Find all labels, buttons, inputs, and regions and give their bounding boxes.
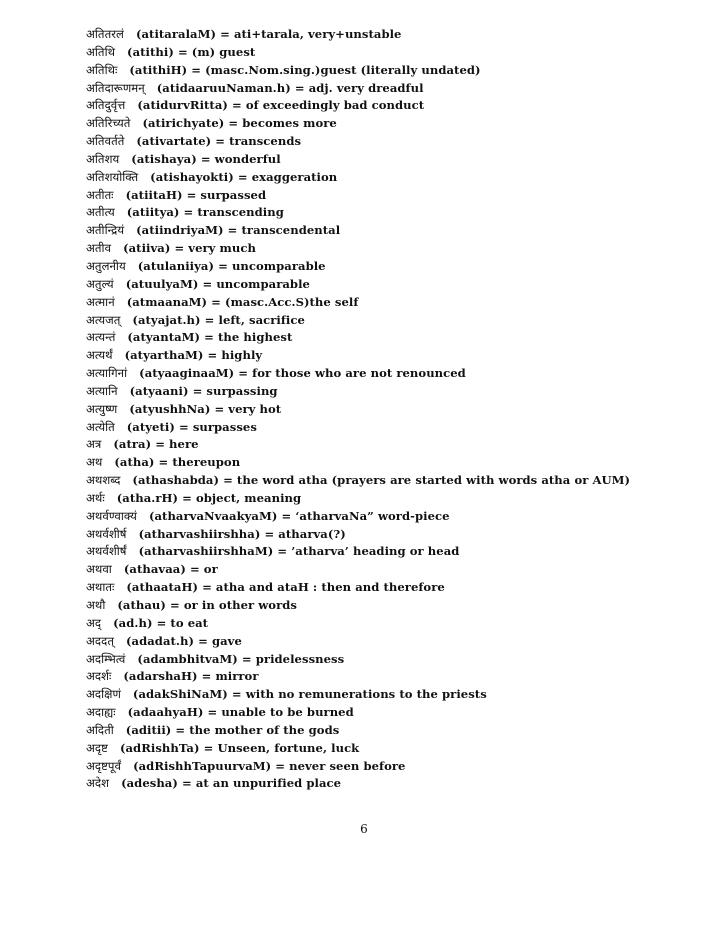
glossary-entry <box>86 222 706 240</box>
transliteration-definition: (ativartate) = transcends <box>136 134 302 149</box>
glossary-entry <box>86 97 706 115</box>
devanagari-term: अत्यर्थं <box>86 348 113 363</box>
glossary-entry <box>86 294 706 312</box>
transliteration-definition: (adRishhTa) = Unseen, fortune, luck <box>119 740 360 755</box>
devanagari-term: अददत् <box>86 633 114 648</box>
glossary-entry <box>86 436 706 454</box>
devanagari-term: अतिशयोक्ति <box>86 169 139 184</box>
glossary-entry <box>86 383 706 401</box>
transliteration-definition: (adaahyaH) = unable to be burned <box>127 705 354 720</box>
devanagari-term: अथवा <box>86 562 112 577</box>
devanagari-term: अतिरिच्यते <box>86 116 131 131</box>
glossary-entry <box>86 187 706 205</box>
transliteration-definition: (atharvaNvaakyaM) = ‘atharvaNa” word-piece <box>148 508 450 523</box>
devanagari-term: अथर्वशीर्षं <box>86 544 127 559</box>
glossary-entry <box>86 508 706 526</box>
transliteration-definition: (atishaya) = wonderful <box>131 151 281 166</box>
devanagari-term: अतीतः <box>86 187 114 202</box>
devanagari-term: अतिथि <box>86 44 116 59</box>
glossary-entry <box>86 454 706 472</box>
glossary-entry <box>86 686 706 704</box>
transliteration-definition: (atishayokti) = exaggeration <box>150 169 338 184</box>
transliteration-definition: (atharvashiirshhaM) = ’atharva’ heading or head <box>138 544 460 559</box>
devanagari-term: अत्यन्तं <box>86 330 116 345</box>
glossary-entry <box>86 561 706 579</box>
devanagari-term: अद् <box>86 615 102 630</box>
transliteration-definition: (atyantaM) = the highest <box>127 330 293 345</box>
transliteration-definition: (ad.h) = to eat <box>113 615 209 630</box>
glossary-entry <box>86 490 706 508</box>
glossary-entry <box>86 651 706 669</box>
glossary-entry <box>86 633 706 651</box>
glossary-entry <box>86 312 706 330</box>
glossary-entry <box>86 62 706 80</box>
transliteration-definition: (atulaniiya) = uncomparable <box>137 258 326 273</box>
devanagari-term: अथशब्द <box>86 473 121 488</box>
glossary-entry <box>86 401 706 419</box>
glossary-entry <box>86 579 706 597</box>
devanagari-term: अदम्भित्वं <box>86 651 126 666</box>
transliteration-definition: (atharvashiirshha) = atharva(?) <box>138 526 346 541</box>
devanagari-term: अथौ <box>86 598 106 612</box>
transliteration-definition: (atiitaH) = surpassed <box>125 187 267 202</box>
transliteration-definition: (adambhitvaM) = pridelessness <box>137 651 345 666</box>
transliteration-definition: (adRishhTapuurvaM) = never seen before <box>133 758 406 773</box>
transliteration-definition: (adesha) = at an unpurified place <box>121 776 342 791</box>
transliteration-definition: (atyeti) = surpasses <box>126 419 257 434</box>
transliteration-definition: (athavaa) = or <box>123 562 218 577</box>
devanagari-term: अथर्वशीर्ष <box>86 526 127 541</box>
devanagari-term: अत्र <box>86 437 102 452</box>
transliteration-definition: (atiiva) = very much <box>123 241 256 256</box>
devanagari-term: अदिती <box>86 722 114 737</box>
glossary-entries <box>86 26 706 793</box>
glossary-entry <box>86 419 706 437</box>
glossary-entry <box>86 775 706 793</box>
transliteration-definition: (adadat.h) = gave <box>125 633 242 648</box>
devanagari-term: अतिदारूणमन् <box>86 80 145 95</box>
glossary-entry <box>86 204 706 222</box>
transliteration-definition: (atyaaginaaM) = for those who are not renounced <box>139 366 466 381</box>
devanagari-term: अथर्वण्वाक्यं <box>86 508 137 523</box>
glossary-entry <box>86 722 706 740</box>
transliteration-definition: (aditii) = the mother of the gods <box>125 722 340 737</box>
transliteration-definition: (athau) = or in other words <box>117 598 297 612</box>
devanagari-term: अत्यागिनां <box>86 366 128 381</box>
transliteration-definition: (adakShiNaM) = with no remunerations to the priests <box>132 687 487 702</box>
glossary-entry <box>86 543 706 561</box>
glossary-entry <box>86 329 706 347</box>
devanagari-term: अतुलनीय <box>86 258 126 273</box>
page-number: 6 <box>360 822 368 836</box>
devanagari-term: अत्युष्ण <box>86 401 118 416</box>
glossary-entry <box>86 758 706 776</box>
glossary-entry <box>86 169 706 187</box>
devanagari-term: अतिवर्तते <box>86 134 125 149</box>
devanagari-term: अथातः <box>86 580 115 595</box>
glossary-entry <box>86 347 706 365</box>
transliteration-definition: (atha) = thereupon <box>114 455 241 470</box>
transliteration-definition: (adarshaH) = mirror <box>123 669 259 684</box>
glossary-entry <box>86 115 706 133</box>
glossary-entry <box>86 615 706 633</box>
devanagari-term: अदक्षिणं <box>86 687 121 702</box>
glossary-entry <box>86 668 706 686</box>
transliteration-definition: (atitaralaM) = ati+tarala, very+unstable <box>135 27 402 41</box>
glossary-entry <box>86 740 706 758</box>
devanagari-term: अत्येति <box>86 419 115 434</box>
transliteration-definition: (atmaanaM) = (masc.Acc.S)the self <box>126 294 359 309</box>
transliteration-definition: (atha.rH) = object, meaning <box>116 490 302 505</box>
transliteration-definition: (atirichyate) = becomes more <box>142 116 337 131</box>
devanagari-term: अत्मानं <box>86 294 115 309</box>
glossary-entry <box>86 133 706 151</box>
devanagari-term: अत्यानि <box>86 383 118 398</box>
devanagari-term: अदृष्ट <box>86 740 108 755</box>
transliteration-definition: (atyarthaM) = highly <box>124 348 263 363</box>
devanagari-term: अर्थः <box>86 490 105 505</box>
glossary-entry <box>86 276 706 294</box>
devanagari-term: अतिशय <box>86 151 120 166</box>
devanagari-term: अदाह्यः <box>86 705 116 720</box>
transliteration-definition: (atuulyaM) = uncomparable <box>125 276 310 291</box>
glossary-entry <box>86 704 706 722</box>
glossary-entry <box>86 240 706 258</box>
transliteration-definition: (atra) = here <box>113 437 199 452</box>
transliteration-definition: (athashabda) = the word atha (prayers are started with words atha or AUM) <box>132 473 631 488</box>
devanagari-term: अदृष्टपूर्वं <box>86 758 122 773</box>
transliteration-definition: (atithi) = (m) guest <box>127 44 256 59</box>
transliteration-definition: (atyaani) = surpassing <box>129 383 278 398</box>
glossary-entry <box>86 597 706 615</box>
transliteration-definition: (atidurvRitta) = of exceedingly bad conduct <box>137 98 425 113</box>
glossary-entry <box>86 80 706 98</box>
glossary-entry <box>86 258 706 276</box>
transliteration-definition: (atyushhNa) = very hot <box>129 401 282 416</box>
devanagari-term: अदर्शः <box>86 669 112 684</box>
devanagari-term: अथ <box>86 455 103 470</box>
devanagari-term: अत्यजत् <box>86 312 121 327</box>
devanagari-term: अदेश <box>86 776 110 791</box>
devanagari-term: अतुल्यं <box>86 276 114 291</box>
transliteration-definition: (athaataH) = atha and ataH : then and therefore <box>126 580 445 595</box>
devanagari-term: अतितरलं <box>86 27 124 41</box>
devanagari-term: अतीन्द्रियं <box>86 223 125 238</box>
glossary-entry <box>86 44 706 62</box>
devanagari-term: अतीत्य <box>86 205 115 220</box>
glossary-entry <box>86 365 706 383</box>
transliteration-definition: (atithiH) = (masc.Nom.sing.)guest (literally undated) <box>129 62 481 77</box>
devanagari-term: अतिथिः <box>86 62 118 77</box>
transliteration-definition: (atiitya) = transcending <box>126 205 284 220</box>
devanagari-term: अतीव <box>86 241 112 256</box>
glossary-entry <box>86 472 706 490</box>
devanagari-term: अतिदुर्वृत्त <box>86 98 126 113</box>
transliteration-definition: (atidaaruuNaman.h) = adj. very dreadful <box>156 80 424 95</box>
transliteration-definition: (atiindriyaM) = transcendental <box>136 223 341 238</box>
glossary-entry <box>86 151 706 169</box>
glossary-entry <box>86 26 706 44</box>
glossary-entry <box>86 526 706 544</box>
transliteration-definition: (atyajat.h) = left, sacrifice <box>132 312 305 327</box>
